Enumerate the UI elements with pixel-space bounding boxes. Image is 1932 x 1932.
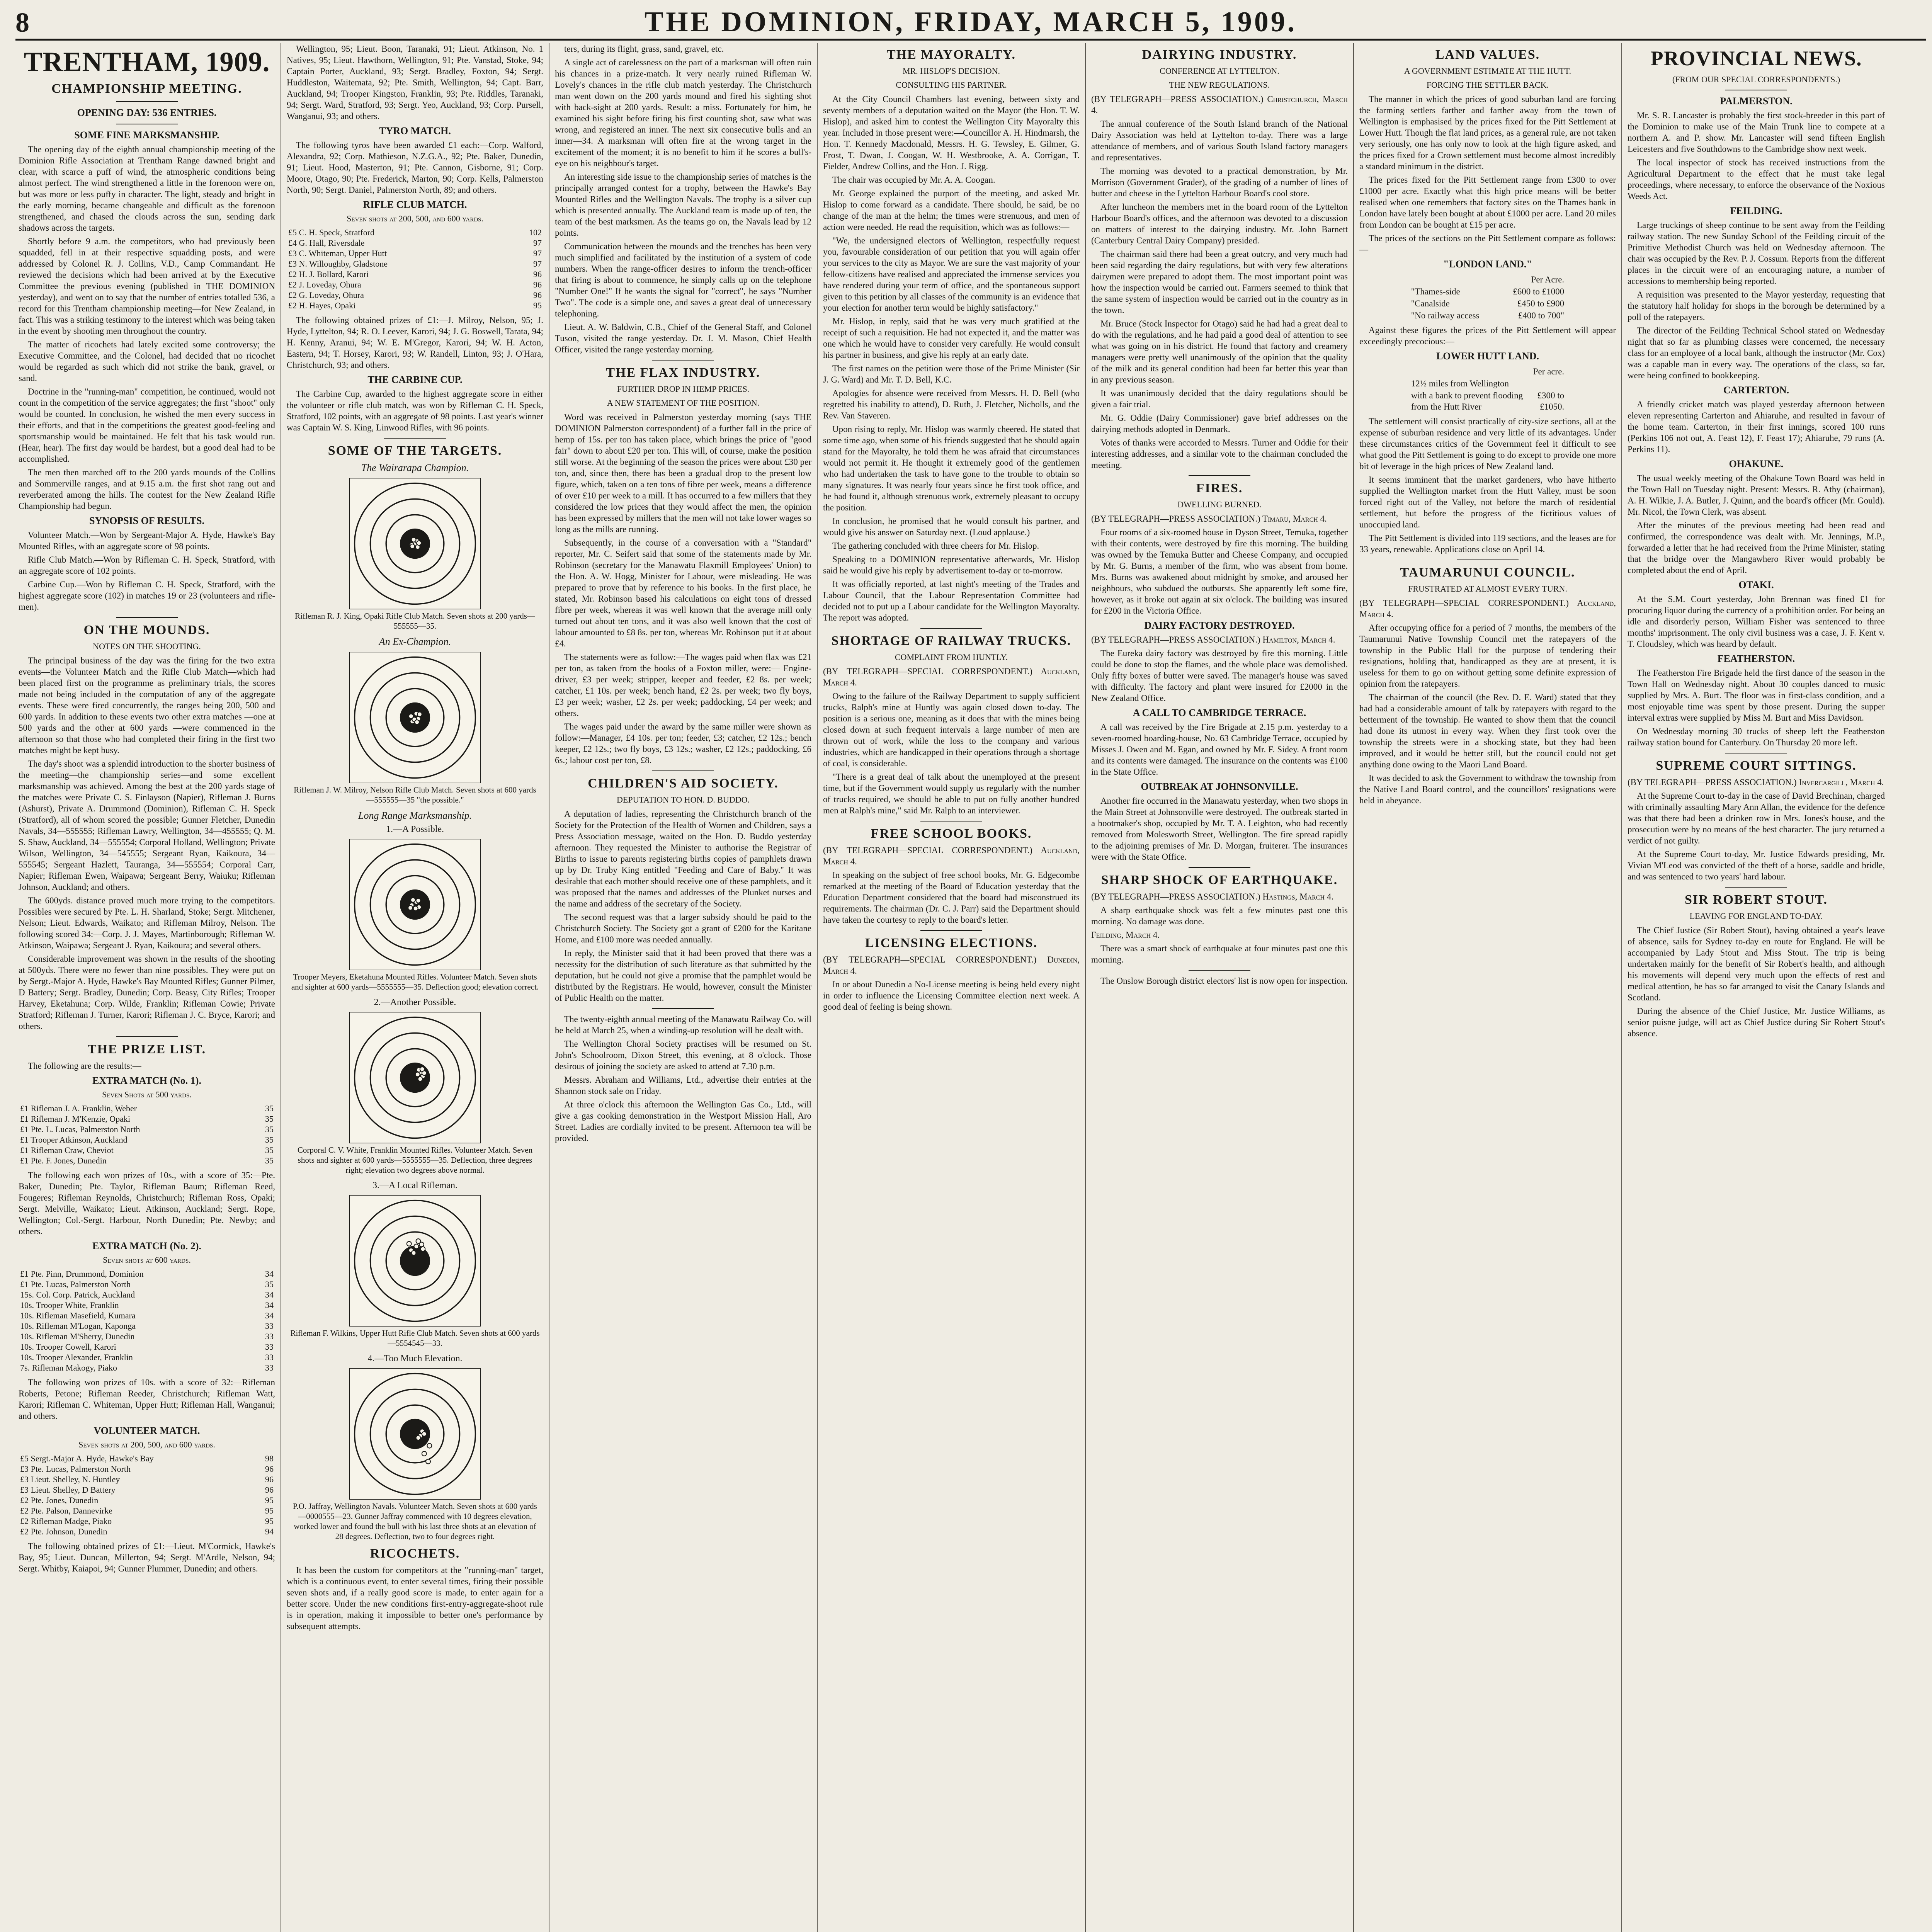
subheading: Seven shots at 200, 500, and 600 yards. xyxy=(78,1440,215,1449)
subhead-johnsonville: OUTBREAK AT JOHNSONVILLE. xyxy=(1141,781,1298,792)
shot-hole xyxy=(417,712,422,717)
shot-hole xyxy=(407,1242,412,1246)
table-row: Per Acre. xyxy=(1531,275,1565,284)
subheading: (FROM OUR SPECIAL CORRESPONDENTS.) xyxy=(1672,75,1840,84)
subheading: DEPUTATION TO HON. D. BUDDO. xyxy=(617,795,750,804)
masthead xyxy=(15,4,1926,41)
article-paragraph: At the Supreme Court to-day, Mr. Justice Edwards presiding, Mr. Vivian M'Leod was convicted of the theft of a horse, saddle and bridle, and was sentenced to two years' hard labour. xyxy=(1628,849,1885,881)
shot-hole xyxy=(415,720,419,724)
article-paragraph: The matter of ricochets had lately excited some controversy; the Executive Committee, and the Colonel, had decided that no ricochet would be regarded as such which did not strike the bank, gravel, or sand. xyxy=(19,340,275,383)
score-row: £1 Pte. L. Lucas, Palmerston North 35 xyxy=(20,1124,274,1134)
article-paragraph: The day's shoot was a splendid introduction to the shorter business of the meeting—the championship series—and some excellent marksmanship was achieved. Among the best at the 200 yards stage of the matches were Private C. S. Finlayson (Napier), Rifleman J. Burns (Ashurst), Private A. Drummond (Dominion), Rifleman C. H. Speck (Stratford), all of whom scored the possible; Gunner Fletcher, Dunedin Navals, 34—555555; Rifleman Lawry, Wellington, 34—455555; Q. M. S. Shaw, Auckland, 34—555554; Corporal Holland, Wellington; Private Wilson, Wellington, 34—545555; Sergeant Ryan, Kaikoura, 34—555545; Sergeant Hazlett, Tauranga, 34—555554; Corporal Carr, Napier; Rifleman Ewen, Waipawa; Sergeant Berry, Waiuku; Rifleman Johnson, Auckland; and others. xyxy=(19,759,275,892)
divider xyxy=(1725,887,1787,888)
column-4 xyxy=(818,43,1086,1932)
article-paragraph: Word was received in Palmerston yesterday morning (says THE DOMINION Palmerston correspondent) of a further fall in the price of hemp of 15s. per ton has taken place, which brings the price of "good fair" down to about £20 per ton. This will, of course, make the position still worse. At the beginning of the season the prices were about £30 per ton, and, since then, there has been a gradual drop to the present low figure, which, taken on a ten tons of fibre per week, means a difference of over £10 per week to a mill. It has occurred to a few millers that they considered the low prices that they would affect the men, the opinion has been expressed by millers that the men will not take lower wages so long as the mills are running. xyxy=(555,412,811,534)
shot-hole xyxy=(416,898,421,903)
article-paragraph: Subsequently, in the course of a conversation with a "Standard" reporter, Mr. C. Seifert said that some of the statements made by Mr. Robinson (secretary for the Manawatu Flaxmill Employees' Union) to the Hon. A. W. Hogg, Minister for Labour, were misleading. He was prepared to prove that by reference to his books. In the first place, he stated, Mr. Robinson based his calculations on eight tons of dressed fibre per week, whereas it was well known that the average mill only turned out about ten tons, and it was also well known that the cost of labour amounted to £8 8s. per ton, whereas Mr. Robinson put it at about £4. xyxy=(555,538,811,648)
target-diagram xyxy=(349,652,481,783)
score-row: £2 G. Loveday, Ohura 96 xyxy=(288,290,542,300)
article-paragraph: The Carbine Cup, awarded to the highest aggregate score in either the volunteer or rifle club match, was won by Rifleman C. H. Speck, Stratford, 102 points, with an aggregate of 98 points. Last year's winner was Captain W. S. King, Linwood Rifles, with 96 points. xyxy=(287,389,543,432)
target-ring xyxy=(401,890,430,919)
subheading: FURTHER DROP IN HEMP PRICES. xyxy=(617,384,750,394)
target-figure xyxy=(287,1368,543,1541)
shot-hole xyxy=(410,544,415,549)
article-paragraph: The Featherston Fire Brigade held the first dance of the season in the Town Hall on Wednesday night. About 30 couples danced to music supplied by Mrs. A. Burt. The floor was in first-class condition, and a most enjoyable time was spent by those present. During the supper interval extras were supplied by Miss M. Burt and Miss Davidson. xyxy=(1628,668,1885,723)
article-paragraph: Mr. Bruce (Stock Inspector for Otago) said he had had a great deal to do with the regulations, and he had paid a good deal of attention to see what was going on in his district. He found that factory and creamery managers were pretty well unanimously of the opinion that the quality of the milk and its general condition had been far better this year than in any previous season. xyxy=(1091,319,1348,384)
article-paragraph: Shortly before 9 a.m. the competitors, who had previously been squadded, fell in at their respective squadding posts, and were addressed by Colonel R. J. Collins, V.D., Camp Commandant. He reviewed the decisions which had been arrived at by the Executive Committee the previous evening (published in THE DOMINION yesterday), and went on to say that the number of entries totalled 536, a record for this Trentham championship meeting—for New Zealand, in fact. This was a striking testimony to the interest which was being taken in the event by shooting men throughout the country. xyxy=(19,236,275,336)
score-table-rifle-club xyxy=(287,227,543,311)
article-paragraph: At three o'clock this afternoon the Wellington Gas Co., Ltd., will give a gas cooking demonstration in the Westport Mission Hall, Aro Street. Ladies are cordially invited to be present. Afternoon tea will be provided. xyxy=(555,1100,811,1143)
score-row: £2 H. J. Bollard, Karori 96 xyxy=(288,269,542,279)
score-row: £1 Rifleman J. M'Kenzie, Opaki 35 xyxy=(20,1114,274,1124)
article-paragraph: Four rooms of a six-roomed house in Dyson Street, Temuka, together with their contents, were destroyed by fire this morning. The building was owned by the Temuka Butter and Cheese Company, and occupied by Mr. G. Burns, a member of the firm, who was absent from home. Mrs. Burns was awakened about midnight by smoke, and aroused her neighbours, who subdued the outbursts. She apparently left some fire, however, as it broke out again at six o'clock. The building was insured for £200 in the Victoria Office. xyxy=(1091,527,1348,616)
article-paragraph: The first names on the petition were those of the Prime Minister (Sir J. G. Ward) and Mr. T. D. Bell, K.C. xyxy=(823,364,1080,384)
article-paragraph: A deputation of ladies, representing the Christchurch branch of the Society for the Protection of the Health of Women and Children, says a Press Association message, waited on the Hon. D. Buddo yesterday afternoon. They requested the Minister to authorise the Registrar of Births to issue to parents registering births copies of pamphlets drawn up by Dr. Truby King entitled "Feeding and Care of Baby." It was desirable that each mother should receive one of these pamphlets, and it was proposed that the names and addresses of the Plunket nurses and the name and address of the secretary of the Society. xyxy=(555,809,811,908)
shot-hole xyxy=(418,1077,423,1081)
dateline: (BY TELEGRAPH—PRESS ASSOCIATION.) Christchurch, March 4. xyxy=(1091,94,1348,115)
target-diagram xyxy=(349,1012,481,1143)
subhead-marksmanship: SOME FINE MARKSMANSHIP. xyxy=(74,129,219,141)
table-row: "Canalside £450 to £900 xyxy=(1411,299,1565,308)
column-3 xyxy=(549,43,818,1932)
shot-hole xyxy=(416,1435,421,1440)
target-subtitle: 3.—A Local Rifleman. xyxy=(372,1180,457,1190)
subhead-opening-day: OPENING DAY: 536 ENTRIES. xyxy=(77,107,217,118)
heading-taumarunui-council: TAUMARUNUI COUNCIL. xyxy=(1400,565,1575,580)
shot-hole xyxy=(414,1244,418,1249)
divider xyxy=(652,360,714,361)
shot-hole xyxy=(417,541,421,545)
subheading: A GOVERNMENT ESTIMATE AT THE HUTT. xyxy=(1404,66,1571,76)
target-diagram xyxy=(349,1195,481,1327)
article-paragraph: It was decided to ask the Government to withdraw the township from the Native Land Board control, and the councillors' resignations were held in abeyance. xyxy=(1359,773,1616,805)
article-paragraph: It has been the custom for competitors at the "running-man" target, which is a continuous event, to enter several times, firing their possible seven shots and, if a really good score is made, to enter again for a better score. Under the new conditions first-entry-aggregate-shoot rule is in operation, making it impossible to better one's performance by subsequent attempts. xyxy=(287,1565,543,1631)
article-paragraph: After occupying office for a period of 7 months, the members of the Taumarunui Native Township Council met the ratepayers of the township in the Public Hall for the purpose of tendering their resignations, holding that, handicapped as they are at present, it is useless for them to go on without getting some definite expression of opinion from the ratepayers. xyxy=(1359,623,1616,689)
column-6 xyxy=(1354,43,1622,1932)
article-paragraph: Against these figures the prices of the Pitt Settlement will appear exceedingly precocious:— xyxy=(1359,325,1616,346)
dateline: (BY TELEGRAPH—SPECIAL CORRESPONDENT.) Auckland, March 4. xyxy=(823,667,1080,687)
article-paragraph: ters, during its flight, grass, sand, gravel, etc. xyxy=(564,44,724,54)
score-table-extra2 xyxy=(19,1269,275,1373)
target-diagram xyxy=(349,1368,481,1500)
article-paragraph: The second request was that a larger subsidy should be paid to the Christchurch Society. The Society got a grant of £200 for the Karitane Home, and £100 more was needed annually. xyxy=(555,912,811,944)
headline-trentham: TRENTHAM, 1909. xyxy=(24,46,270,77)
shot-hole xyxy=(411,898,415,902)
divider xyxy=(1189,475,1250,476)
article-paragraph: The wages paid under the award by the same miller were shown as follow:—Manager, £4 10s. per ton; feeder, £3; catcher, £2 12s.; bench keeper, £2 12s.; two fly boys, £3 12s.; washer, £2 12s.; paddocking, £6 6s.; labour cost per ton, £8. xyxy=(555,722,811,765)
shot-hole xyxy=(427,1444,432,1448)
heading-sir-robert-stout: SIR ROBERT STOUT. xyxy=(1684,893,1828,907)
heading-prize-list: THE PRIZE LIST. xyxy=(87,1042,206,1056)
article-paragraph: A friendly cricket match was played yesterday afternoon between eleven representing Carterton and Ahiaruhe, and resulted in favour of the home team. Carterton, in their first innings, scored 100 runs (Perkins 106 not out, A. Feast 12), F. Feast 17); Ahiaruhe, 79 runs (A. Perkins 11). xyxy=(1628,400,1885,454)
subheading: CONSULTING HIS PARTNER. xyxy=(896,80,1007,90)
synopsis-item: Carbine Cup.—Won by Rifleman C. H. Speck, Stratford, with the highest aggregate score (102) in matches 19 or 23 (volunteers and rifle-men). xyxy=(19,580,275,612)
heading-targets: SOME OF THE TARGETS. xyxy=(328,444,502,458)
article-paragraph: Doctrine in the "running-man" competition, he continued, would not count in the competition of the service aggregates; the first "shoot" only would be counted. In conclusion, he wished the men every success in their efforts, and that in the competitions the greatest good-feeling and sportsmanship would be maintained. He felt that his task would run. (Hear, hear). The first day would be hardest, but a good deal had to be accomplished. xyxy=(19,387,275,464)
table-row: with a bank to prevent flooding from the Hutt River £300 to £1050. xyxy=(1411,391,1565,412)
column-5 xyxy=(1086,43,1354,1932)
article-paragraph: The settlement will consist practically of city-size sections, all at the expense of suburban residence and very little of its advantages. Under these circumstances critics of the Government feel it difficult to see what good the Pitt Settlement is going to do except to provide one more bit of leverage in the high prices of New Zealand land. xyxy=(1359,417,1616,471)
heading-fires: FIRES. xyxy=(1196,481,1243,495)
subhead-rifle-club-match: RIFLE CLUB MATCH. xyxy=(363,199,467,210)
subhead-featherston: FEATHERSTON. xyxy=(1717,653,1795,664)
target-figure xyxy=(287,652,543,805)
subhead-london-land: "LONDON LAND." xyxy=(1443,259,1532,270)
article-paragraph: The prices of the sections on the Pitt Settlement compare as follows:— xyxy=(1359,233,1616,254)
article-paragraph: Communication between the mounds and the trenches has been very much simplified and facilitated by the institution of a system of code numbers. When the range-officer desires to inform the trench-officer that firing is about to commence, he simply calls up on the telephone "Number One!" If he wants the signal for "correct", he says "Number Two". The code is a simple one, and saves a great deal of unnecessary telephoning. xyxy=(555,242,811,318)
dateline: (BY TELEGRAPH—PRESS ASSOCIATION.) Hamilton, March 4. xyxy=(1091,635,1335,645)
score-row: £3 Lieut. Shelley, N. Huntley 96 xyxy=(20,1475,274,1484)
article-paragraph: After luncheon the members met in the board room of the Lyttelton Harbour Board's offices, and the afternoon was devoted to a discussion on matters of interest to the dairying industry. Mr. John Barnett (Canterbury Central Dairy Company) presided. xyxy=(1091,202,1348,245)
subheading: CONFERENCE AT LYTTELTON. xyxy=(1160,66,1279,76)
subhead-otaki: OTAKI. xyxy=(1738,579,1774,590)
subheading: Seven shots at 600 yards. xyxy=(103,1255,191,1265)
subhead-palmerston: PALMERSTON. xyxy=(1720,95,1793,107)
article-paragraph: The Eureka dairy factory was destroyed by fire this morning. Little could be done to stop the flames, and the whole place was demolished. Only fifty boxes of butter were saved. The manager's house was saved with difficulty. The factory and plant were insured for £2000 in the New Zealand Office. xyxy=(1091,648,1348,703)
heading-dairying-industry: DAIRYING INDUSTRY. xyxy=(1142,48,1297,62)
score-row: £1 Pte. Pinn, Drummond, Dominion 34 xyxy=(20,1269,274,1279)
target-caption: Trooper Meyers, Eketahuna Mounted Rifles. Volunteer Match. Seven shots and sighter at 600 yards—5555555—35. Deflection good; elevation correct. xyxy=(291,972,539,992)
article-paragraph: The director of the Feilding Technical School stated on Wednesday night that so far as plumbing classes were concerned, the necessary class for an employee of a local bank, although the instructor (Mr. Cox) was a capable man in every way. The operations of the class, so far, were being confined to bookkeeping. xyxy=(1628,326,1885,380)
article-paragraph: Considerable improvement was shown in the results of the shooting at 500yds. There were no fewer than nine possibles. They were put on by Sergt.-Major A. Hyde, Hawke's Bay Mounted Rifles; Gunner Pilmer, D Battery; Sergt. Bradley, Dunedin; Corp. Beasy, City Rifles; Trooper Harvey, Eketahuna; Corp. Wilde, Franklin; Rifleman Cowie; Private Stratford; Rifleman J. Turner, Karori; Rifleman J. C. Bryce, Karori; and others. xyxy=(19,954,275,1031)
dateline: Feilding, March 4. xyxy=(1091,930,1160,940)
subheading: DWELLING BURNED. xyxy=(1177,500,1262,509)
article-paragraph: Messrs. Abraham and Williams, Ltd., advertise their entries at the Shannon stock sale on Friday. xyxy=(555,1075,811,1096)
article-paragraph: In conclusion, he promised that he would consult his partner, and would give his answer on Saturday next. (Loud applause.) xyxy=(823,516,1080,537)
article-paragraph: The gathering concluded with three cheers for Mr. Hislop. xyxy=(832,541,1039,551)
article-paragraph: The manner in which the prices of good suburban land are forcing the farming settlers farther and farther away from the town of Wellington is emphasised by the prices fixed for the Pitt Settlement at Lower Hutt. Though the flat land prices, as a general rule, are not taken very seriously, one has only now to look at the high figure asked, and the prices fixed for a Crown settlement must become almost incredibly a standard minimum in the district. xyxy=(1359,94,1616,171)
target-figure xyxy=(287,839,543,992)
article-paragraph: Large truckings of sheep continue to be sent away from the Feilding railway station. The new Sunday School of the Feilding circuit of the Primitive Methodist Church was held on Wednesday afternoon. The chair was occupied by the Rev. P. J. Cossum. Reports from the different places in the circuit were of an encouraging nature, a number of accessions to membership being reported. xyxy=(1628,220,1885,286)
column-7 xyxy=(1622,43,1890,1932)
article-paragraph: The following won prizes of 10s. with a score of 32:—Rifleman Roberts, Petone; Rifleman Reeder, Christchurch; Rifleman Watt, Karori; Rifleman C. Whiteman, Upper Hutt; Rifleman Hall, Wanganui; and others. xyxy=(19,1378,275,1421)
article-paragraph: There was a smart shock of earthquake at four minutes past one this morning. xyxy=(1091,944,1348,964)
article-paragraph: The chair was occupied by Mr. A. A. Coogan. xyxy=(832,175,995,185)
score-row: £1 Pte. F. Jones, Dunedin 35 xyxy=(20,1156,274,1165)
target-title: An Ex-Champion. xyxy=(379,636,451,647)
subhead-ohakune: OHAKUNE. xyxy=(1729,458,1784,469)
article-paragraph: After the minutes of the previous meeting had been read and confirmed, the correspondence was dealt with. Mr. Jennings, M.P., forwarded a letter that he had received from the Prime Minister, stating that the bridge over the Mangawhero River would probably be completed about the end of April. xyxy=(1628,520,1885,575)
subhead-feilding: FEILDING. xyxy=(1730,205,1782,216)
article-paragraph: The men then marched off to the 200 yards mounds of the Collins and Sommerville ranges, and at 9.15 a.m. the first shot rang out and reverberated among the hills. The contest for the New Zealand Rifle Championship had begun. xyxy=(19,468,275,511)
article-paragraph: The following obtained prizes of £1:—J. Milroy, Nelson, 95; J. Hyde, Lyttelton, 94; R. O. Leever, Karori, 94; J. G. Boswell, Tarata, 94; H. Kenny, Aranui, 94; W. E. M'Gregor, Karori, 94; W. H. Acton, Eastern, 94; T. Horsey, Karori, 93; W. Randell, Linton, 93; J. O'Hara, Christchurch, 93; and others. xyxy=(287,315,543,370)
subheading: A NEW STATEMENT OF THE POSITION. xyxy=(607,398,760,408)
target-subtitle: 1.—A Possible. xyxy=(386,824,444,834)
article-paragraph: Wellington, 95; Lieut. Boon, Taranaki, 91; Lieut. Atkinson, No. 1 Natives, 95; Lieut. Hawthorn, Wellington, 91; Pte. Vanstad, Stoke, 94; Captain Porter, Auckland, 93; Sergt. Bradley, Foxton, 94; Sergt. Huddleston, Waitemata, 92; Pte. Smith, Wellington, 94; Capt. Barr, Auckland, 94; Trooper Kingston, Franklin, 93; Pte. Riddles, Taranaki, 94; Sergt. Ward, Stratford, 93; Sergt. Yeo, Auckland, 93; Corp. Pursell, Wanganui, 93; and others. xyxy=(287,44,543,121)
score-row: 10s. Trooper Alexander, Franklin 33 xyxy=(20,1352,274,1362)
london-land-table xyxy=(1411,274,1565,321)
article-paragraph: The Onslow Borough district electors' list is now open for inspection. xyxy=(1100,976,1348,986)
heading-supreme-court: SUPREME COURT SITTINGS. xyxy=(1656,759,1857,773)
score-row: 7s. Rifleman Makogy, Piako 33 xyxy=(20,1363,274,1372)
table-row: "Thames-side £600 to £1000 xyxy=(1411,287,1565,296)
subhead-extra-match-1: EXTRA MATCH (No. 1). xyxy=(92,1075,201,1086)
heading-licensing-elections: LICENSING ELECTIONS. xyxy=(865,936,1038,950)
article-paragraph: An interesting side issue to the championship series of matches is the principally arranged contest for a trophy, between the Hawke's Bay Mounted Rifles and the Wellington Navals. The trophy is a silver cup which is presented annually. The Auckland team is made up of ten, the team of the best marksmen. As the teams go on, the Navals lead by 12 points. xyxy=(555,172,811,238)
subhead-carbine-cup: THE CARBINE CUP. xyxy=(367,374,463,385)
article-paragraph: Another fire occurred in the Manawatu yesterday, when two shops in the Main Street at Johnsonville were destroyed. The outbreak started in a bootmaker's shop, occupied by Mr. T. A. Leighton, who had recently removed from Molesworth Street, Wellington. The fire spread rapidly to the adjoining premises of Mr. D. Morgan, fruiterer. The insurances were with the State Office. xyxy=(1091,796,1348,862)
score-row: £2 J. Loveday, Ohura 96 xyxy=(288,280,542,289)
article-paragraph: It was unanimously decided that the dairy regulations should be given a fair trial. xyxy=(1091,388,1348,409)
article-paragraph: Speaking to a DOMINION representative afterwards, Mr. Hislop said he would give his reply by advertisement to-day or to-morrow. xyxy=(823,554,1080,575)
article-paragraph: The Wellington Choral Society practises will be resumed on St. John's Schoolroom, Dixon Street, this evening, at 8 o'clock. Those desirous of joining the society are asked to attend at 7.30 p.m. xyxy=(555,1039,811,1071)
article-paragraph: Upon rising to reply, Mr. Hislop was warmly cheered. He stated that some time ago, when some of his friends suggested that he should again stand for the Mayoralty, he told them he was afraid that circumstances would not permit it. He thought it extremely good of the gentlemen who had undertaken the task to have gone to the trouble to obtain so many signatures. It was nearly four years since he first took office, and he had found it, although strenuous work, extremely pleasant to occupy the position. xyxy=(823,424,1080,512)
score-row: £1 Pte. Lucas, Palmerston North 35 xyxy=(20,1279,274,1289)
article-paragraph: Votes of thanks were accorded to Messrs. Turner and Oddie for their interesting addresses, and a similar vote to the chairman concluded the meeting. xyxy=(1091,438,1348,470)
table-row: "No railway access £400 to 700" xyxy=(1411,311,1565,320)
shot-hole xyxy=(426,1459,430,1464)
article-paragraph: At the Supreme Court to-day in the case of David Brechinan, charged with criminally assaulting Mary Ann Allan, the evidence for the defence was that there had been a drinken row in Mrs. Jones's house, and the prosecution were by no means of the best character. The jury returned a verdict of not guilty. xyxy=(1628,791,1885,845)
article-paragraph: Owing to the failure of the Railway Department to supply sufficient trucks, Ralph's mine at Huntly was again closed down to-day. The position is a serious one, meaning as it does that with the mines being closed down at such frequent intervals a large number of men are thrown out of work, while the loss to the company and various industries, which are handicapped in their operations through a shortage of coal, is considerable. xyxy=(823,691,1080,768)
subheading: LEAVING FOR ENGLAND TO-DAY. xyxy=(1689,911,1823,921)
target-figure xyxy=(287,1195,543,1348)
subheading: THE NEW REGULATIONS. xyxy=(1169,80,1270,90)
article-paragraph: Lieut. A. W. Baldwin, C.B., Chief of the General Staff, and Colonel Tuson, visited the range yesterday. Dr. J. M. Mason, Chief Health Officer, visited the range yesterday morning. xyxy=(555,322,811,354)
heading-flax-industry: THE FLAX INDUSTRY. xyxy=(606,366,760,380)
score-row: £2 Rifleman Madge, Piako 95 xyxy=(20,1516,274,1526)
shot-hole xyxy=(422,1432,427,1436)
score-row: £3 C. Whiteman, Upper Hutt 97 xyxy=(288,248,542,258)
target-caption: Rifleman R. J. King, Opaki Rifle Club Match. Seven shots at 200 yards—555555—35. xyxy=(295,611,535,631)
heading-provincial-news: PROVINCIAL NEWS. xyxy=(1650,47,1862,70)
article-paragraph: The following are the results:— xyxy=(28,1061,141,1071)
target-diagram xyxy=(349,478,481,609)
score-row: £2 H. Hayes, Opaki 95 xyxy=(288,301,542,310)
target-figure xyxy=(287,1012,543,1175)
article-paragraph: Mr. Hislop, in reply, said that he was very much gratified at the receipt of such a requisition. He had not expected it, and the matter was one which he would have to consider very carefully. He would consult his partner in business, and give his reply at an early date. xyxy=(823,316,1080,360)
score-table-extra1 xyxy=(19,1103,275,1166)
article-paragraph: It was officially reported, at last night's meeting of the Trades and Labour Council, that the Labour Representation Committee had decided not to put up a Labour candidate for the Wellington Mayoralty. The report was adopted. xyxy=(823,579,1080,622)
target-diagram xyxy=(349,839,481,970)
article-paragraph: The chairman of the council (the Rev. D. E. Ward) stated that they had had a considerable amount of talk by ratepayers with regard to the betterment of the township. He wanted to show them that the council had done its utmost in every way. When they first took over the township the streets were in a shocking state, but they had been improved, and it would be better still, but the council could not get anything done owing to the Maori Land Board. xyxy=(1359,692,1616,769)
score-row: £2 Pte. Jones, Dunedin 95 xyxy=(20,1495,274,1505)
synopsis-item: Rifle Club Match.—Won by Rifleman C. H. Speck, Stratford, with an aggregate score of 102 points. xyxy=(19,555,275,576)
article-paragraph: Mr. G. Oddie (Dairy Commissioner) gave brief addresses on the dairying methods adopted in Denmark. xyxy=(1091,413,1348,434)
subheading: FORCING THE SETTLER BACK. xyxy=(1426,80,1549,90)
subhead-lower-hutt-land: LOWER HUTT LAND. xyxy=(1436,350,1539,362)
divider xyxy=(920,930,982,931)
columns xyxy=(13,43,1930,1932)
score-row: 10s. Trooper Cowell, Karori 33 xyxy=(20,1342,274,1352)
heading-free-school-books: FREE SCHOOL BOOKS. xyxy=(871,827,1032,841)
dateline: (BY TELEGRAPH—PRESS ASSOCIATION.) Timaru, March 4. xyxy=(1091,514,1327,524)
shot-hole xyxy=(408,906,413,910)
column-2 xyxy=(281,43,549,1932)
dateline: (BY TELEGRAPH—SPECIAL CORRESPONDENT.) Auckland, March 4. xyxy=(823,845,1080,866)
article-paragraph: The morning was devoted to a practical demonstration, by Mr. Morrison (Government Grader), of the grading of a number of lines of butter and cheese in the Lyttelton Harbour Board's cool store. xyxy=(1091,166,1348,198)
divider xyxy=(116,101,178,102)
article-paragraph: The following each won prizes of 10s., with a score of 35:—Pte. Baker, Dunedin; Pte. Taylor, Rifleman Baum; Rifleman Reed, Fougeres; Rifleman Reynolds, Christchurch; Rifleman Ross, Opaki; Sergt. Melville, Waikato; Lieut. Atkinson, Auckland; Sergt. Rope, Wellington; Col.-Sergt. Harbour, North Dunedin; Pte. Newby; and others. xyxy=(19,1170,275,1236)
divider xyxy=(652,1008,714,1009)
subhead-volunteer-match: VOLUNTEER MATCH. xyxy=(94,1425,200,1436)
article-paragraph: The principal business of the day was the firing for the two extra events—the Volunteer Match and the Rifle Club Match—which had been placed first on the programme as preliminary trials, the scores made not being included in the computation of any of the aggregate events. These were fired concurrently, the ranges being 200, 500 and 600 yards. In addition to these events two other extra matches —one at 500 yards and the other at 600 yards —were commenced in the afternoon so that those who had completed their firing in the first two matches might be kept busy. xyxy=(19,656,275,755)
score-row: £3 Lieut. Shelley, D Battery 96 xyxy=(20,1485,274,1495)
article-paragraph: On Wednesday morning 30 trucks of sheep left the Featherston railway station bound for Canterbury. On Thursday 20 more left. xyxy=(1628,726,1885,747)
divider xyxy=(384,438,446,439)
target-subtitle: 2.—Another Possible. xyxy=(374,997,456,1007)
score-row: £5 Sergt.-Major A. Hyde, Hawke's Bay 98 xyxy=(20,1454,274,1463)
subhead-extra-match-2: EXTRA MATCH (No. 2). xyxy=(92,1240,201,1252)
article-paragraph: The annual conference of the South Island branch of the National Dairy Association was held at Lyttelton to-day. There was a large attendance of members, and of various South Island factory managers and representatives. xyxy=(1091,119,1348,162)
divider xyxy=(920,628,982,629)
score-row: £3 N. Willoughby, Gladstone 97 xyxy=(288,259,542,269)
score-row: 15s. Col. Corp. Patrick, Auckland 34 xyxy=(20,1290,274,1299)
dateline: (BY TELEGRAPH—SPECIAL CORRESPONDENT.) Dunedin, March 4. xyxy=(823,955,1080,976)
lower-hutt-table xyxy=(1411,366,1565,413)
dateline: (BY TELEGRAPH—PRESS ASSOCIATION.) Invercargill, March 4. xyxy=(1628,777,1884,787)
subheading: Seven shots at 200, 500, and 600 yards. xyxy=(347,214,483,223)
score-row: £2 Pte. Palson, Dannevirke 95 xyxy=(20,1506,274,1515)
page-number: 8 xyxy=(15,7,29,38)
heading-earthquake: SHARP SHOCK OF EARTHQUAKE. xyxy=(1101,873,1338,887)
shot-hole xyxy=(412,1251,416,1255)
subheading: NOTES ON THE SHOOTING. xyxy=(93,641,201,651)
article-paragraph: Mr. George explained the purport of the meeting, and asked Mr. Hislop to come forward as a candidate. There should, he said, be no change of the man at the helm; the times were strenuous, and men of action were needed. He read the requisition, which was as follows:— xyxy=(823,189,1080,232)
article-paragraph: A requisition was presented to the Mayor yesterday, requesting that the statutory half holiday for shops in the borough be determined by a poll of the ratepayers. xyxy=(1628,290,1885,322)
article-paragraph: It seems imminent that the market gardeners, who have hitherto supplied the Wellington market from the Hutt Valley, must be soon forced right out of the Valley, not before the march of residential settlement, but before the progress of the fictitious values of unoccupied land. xyxy=(1359,475,1616,529)
article-paragraph: The prices fixed for the Pitt Settlement range from £300 to over £1000 per acre. Exactly what this high price means will be better realised when one remembers that factory sites on the Thames bank in London have lately been bought at about £1000 per acre. Land 20 miles from London can be bought at £15 per acre. xyxy=(1359,175,1616,230)
article-paragraph: The opening day of the eighth annual championship meeting of the Dominion Rifle Association at Trentham Range dawned bright and clear, with scarce a puff of wind, the atmospheric conditions being almost perfect. The wind strengthened a little in the forenoon were on, but was more or less puffy in character. The light, steady and bright in the early morning, became changeable and difficult as the forenoon strengthened, and chased the clouds across the sun, sending dark shadows across the targets. xyxy=(19,145,275,233)
article-paragraph: A sharp earthquake shock was felt a few minutes past one this morning. No damage was done. xyxy=(1091,905,1348,926)
article-paragraph: "There is a great deal of talk about the unemployed at the present time, but if the Government would supply us regularly with the number of trucks required, we should be able to put on fully another hundred men at Ralph's mine," said Mr. Ralph to an interviewer. xyxy=(823,772,1080,815)
score-table-volunteer xyxy=(19,1453,275,1537)
dateline: (BY TELEGRAPH—SPECIAL CORRESPONDENT.) Auckland, March 4. xyxy=(1359,598,1616,619)
divider xyxy=(116,1036,178,1037)
score-row: £1 Rifleman Craw, Cheviot 35 xyxy=(20,1145,274,1155)
article-paragraph: The usual weekly meeting of the Ohakune Town Board was held in the Town Hall on Tuesday night. Present: Messrs. R. Athy (chairman), A. H. Wilkie, J. A. Butler, J. Quinn, and the board's officer (Mr. Gould). Mr. Nicol, the Town Clerk, was absent. xyxy=(1628,473,1885,517)
subhead-tyro-match: TYRO MATCH. xyxy=(379,125,451,136)
score-row: £4 G. Hall, Riversdale 97 xyxy=(288,238,542,248)
article-paragraph: In or about Dunedin a No-License meeting is being held every night in order to influence the Licensing Committee election next week. A good deal of feeling is being shown. xyxy=(823,980,1080,1012)
article-paragraph: During the absence of the Chief Justice, Mr. Justice Williams, as senior puisne judge, will act as Chief Justice during Sir Robert Stout's absence. xyxy=(1628,1006,1885,1038)
target-caption: Rifleman J. W. Milroy, Nelson Rifle Club Match. Seven shots at 600 yards—555555—35 "the possible." xyxy=(294,785,536,804)
article-paragraph: A call was received by the Fire Brigade at 2.15 p.m. yesterday to a seven-roomed boarding-house, No. 63 Cambridge Terrace, occupied by Misses J. Owen and M. Egan, and owned by Mr. F. Sidey. A front room and its contents were damaged. The insurance on the contents was £100 in the State Office. xyxy=(1091,722,1348,777)
score-row: £2 Pte. Johnson, Dunedin 94 xyxy=(20,1527,274,1536)
article-paragraph: The Pitt Settlement is divided into 119 sections, and the leases are for 33 years, renewable. Applications close on April 14. xyxy=(1359,533,1616,554)
score-row: £1 Rifleman J. A. Franklin, Weber 35 xyxy=(20,1104,274,1113)
article-paragraph: The chairman said there had been a great outcry, and very much had been said regarding the dairy regulations, but with very few alterations dairymen were prepared to adopt them. The most important point was how the inspection would be carried out. Farmers seemed to think that the same system of inspection would be carried out in the country as in the town. xyxy=(1091,249,1348,315)
subheading: COMPLAINT FROM HUNTLY. xyxy=(895,652,1008,662)
target-title: The Wairarapa Champion. xyxy=(361,462,469,473)
heading-land-values: LAND VALUES. xyxy=(1435,48,1540,62)
target-caption: P.O. Jaffray, Wellington Navals. Volunteer Match. Seven shots at 600 yards—0000555—23. Gunner Jaffray commenced with 10 degrees elevation, worked lower and found the bull with his last three shots at an elevation of 28 degrees. Deflection, two to four degrees right. xyxy=(293,1502,537,1541)
heading-ricochets: RICOCHETS. xyxy=(370,1546,460,1561)
heading-railway-trucks: SHORTAGE OF RAILWAY TRUCKS. xyxy=(831,634,1071,648)
table-row: Per acre. xyxy=(1533,367,1565,376)
article-paragraph: In reply, the Minister said that it had been proved that there was a necessity for the distribution of such literature as that submitted by the deputation, but he could not give a promise that the pamphlet would be distributed by the Registrars. He would, however, consult the Minister of Public Health on the matter. xyxy=(555,948,811,1003)
heading-on-the-mounds: ON THE MOUNDS. xyxy=(83,623,210,637)
shot-hole xyxy=(413,906,418,911)
article-paragraph: The following tyros have been awarded £1 each:—Corp. Walford, Alexandra, 92; Corp. Mathieson, N.Z.G.A., 92; Pte. Baker, Dunedin, 91; Lieut. Hood, Masterton, 91; Pte. Cannon, Gisborne, 91; Corp. Moore, Otago, 90; Pte. Frederick, Marton, 90; Corp. Kells, Palmerston North, 90; Sergt. Daniel, Palmerston North, 89; and others. xyxy=(287,140,543,195)
subheading: Seven Shots at 500 yards. xyxy=(102,1090,192,1099)
heading-childrens-aid: CHILDREN'S AID SOCIETY. xyxy=(588,776,779,791)
article-paragraph: Apologies for absence were received from Messrs. H. D. Bell (who regretted his inability to attend), D. Ruth, J. Fletcher, Nicholls, and the Rev. Van Staveren. xyxy=(823,388,1080,420)
divider xyxy=(116,617,178,618)
article-paragraph: "We, the undersigned electors of Wellington, respectfully request you, favourable consideration of our petition that you will again offer your services to the city as Mayor. We are sure the vast majority of your fellow-citizens have realised and appreciated the immense services you have rendered during your term of office, and the spontaneous support given to this petition by all classes of the community is an evidence that your election for another term would be highly satisfactory." xyxy=(823,236,1080,313)
article-paragraph: A single act of carelessness on the part of a marksman will often ruin his chances in a prize-match. It very nearly ruined Rifleman W. Lovely's chances in the rifle club match yesterday. The Christchurch man went down on the 200 yards mound and fired his sighting shot with back-sight at 200 yards. Result: a miss. Fortunately for him, he examined his sight before firing his first counting shot, saw what was wrong, and registered an inner. The next six consecutive bulls and an inner—34. A marksman will often fire at the wrong target in the excitement of the moment; it is no benefit to him if he scores a bull's-eye on his neighbour's target. xyxy=(555,58,811,168)
subheading: MR. HISLOP'S DECISION. xyxy=(902,66,1000,76)
shot-hole xyxy=(416,1239,421,1243)
shot-hole xyxy=(412,537,416,542)
article-paragraph: The local inspector of stock has received instructions from the Agricultural Department to the effect that he must take legal proceedings, where necessary, to enforce the observance of the Noxious Weeds Act. xyxy=(1628,158,1885,201)
divider xyxy=(652,770,714,771)
subhead-dairy-factory: DAIRY FACTORY DESTROYED. xyxy=(1144,620,1295,631)
target-caption: Rifleman F. Wilkins, Upper Hutt Rifle Club Match. Seven shots at 600 yards—5554545—33. xyxy=(290,1328,540,1348)
target-subtitle: 4.—Too Much Elevation. xyxy=(367,1354,463,1364)
score-row: 10s. Rifleman Masefield, Kumara 34 xyxy=(20,1311,274,1320)
divider xyxy=(1189,970,1250,971)
score-row: £1 Trooper Atkinson, Auckland 35 xyxy=(20,1135,274,1145)
subhead-championship: CHAMPIONSHIP MEETING. xyxy=(51,82,242,96)
article-paragraph: At the City Council Chambers last evening, between sixty and seventy members of a deputation waited on the Mayor (the Hon. T. W. Hislop), and asked him to contest the Wellington City Mayoralty this year. Included in those present were:—Councillor A. H. Hindmarsh, the Hon. T. Kennedy Macdonald, Messrs. H. G. Tewsley, E. Gilmer, G. Frost, T. Dwan, J. Coogan, W. H. Westbrooke, A. A. Corrigan, T. Fielder, Andrew Collins, and the Hon. J. Rigg. xyxy=(823,94,1080,171)
target-figure xyxy=(287,478,543,631)
article-paragraph: The Chief Justice (Sir Robert Stout), having obtained a year's leave of absence, sails for Sydney to-day en route for England. He will be accompanied by Lady Stout and Miss Stout. The trip is being undertaken mainly for the benefit of Sir Robert's health, and although his movements will depend very much upon the effects of rest and medical attention, he has so far arranged to visit the Canary Islands and Scotland. xyxy=(1628,925,1885,1002)
score-row: £5 C. H. Speck, Stratford 102 xyxy=(288,228,542,237)
table-row: 12½ miles from Wellington xyxy=(1411,379,1509,388)
score-row: £3 Pte. Lucas, Palmerston North 96 xyxy=(20,1464,274,1474)
shot-hole xyxy=(420,1247,425,1251)
synopsis-item: Volunteer Match.—Won by Sergeant-Major A. Hyde, Hawke's Bay Mounted Rifles, with an aggregate score of 98 points. xyxy=(19,530,275,551)
score-row: 10s. Trooper White, Franklin 34 xyxy=(20,1300,274,1310)
article-paragraph: Mr. S. R. Lancaster is probably the first stock-breeder in this part of the Dominion to make use of the Main Trunk line to compete at a northern A. and P. show. Mr. Lancaster will send fifteen English Leicesters and five Southdowns to the Cambridge show next week. xyxy=(1628,111,1885,154)
subhead-cambridge-terrace: A CALL TO CAMBRIDGE TERRACE. xyxy=(1133,707,1306,718)
score-row: 10s. Rifleman M'Logan, Kaponga 33 xyxy=(20,1321,274,1331)
article-paragraph: The 600yds. distance proved much more trying to the competitors. Possibles were secured by Pte. L. H. Sharland, Stoke; Sergt. Mitchener, Nelson; Lieut. Edwards, Waikato; and Rifleman Milroy, Nelson. The following scored 34:—Corp. J. J. Mayes, Martinborough; Rifleman W. Atkinson, Waipawa; Sergeant J. Ryan, Kaikoura; and several others. xyxy=(19,896,275,950)
subheading: FRUSTRATED AT ALMOST EVERY TURN. xyxy=(1408,584,1567,594)
column-1 xyxy=(13,43,281,1932)
subhead-carterton: CARTERTON. xyxy=(1723,384,1789,396)
article-paragraph: The statements were as follow:—The wages paid when flax was £21 per ton, as taken from the books of a Foxton miller, were:— Engine-driver, £3 per week; stripper, keeper and feeder, £2 8s. per week; catcher, £1 10s. per week; bench hand, £2 2s. per week; two fly boys, £3 per week; washer, £2 2s. per week; paddocking, £4 per week; and others. xyxy=(555,652,811,718)
subhead-synopsis: SYNOPSIS OF RESULTS. xyxy=(89,515,204,526)
article-paragraph: At the S.M. Court yesterday, John Brennan was fined £1 for procuring liquor during the currency of a prohibition order. For being an idle and disorderly person, William Fisher was sentenced to three months' imprisonment. The only civil business was a case, J. F. Kent v. T. Cloudsley, which was heard by default. xyxy=(1628,594,1885,649)
heading-mayoralty: THE MAYORALTY. xyxy=(886,48,1016,62)
article-paragraph: The following obtained prizes of £1:—Lieut. M'Cormick, Hawke's Bay, 95; Lieut. Duncan, Millerton, 94; Sergt. M'Ardle, Nelson, 94; Sergt. Whitby, Kaiapoi, 94; Gunner Plummer, Dunedin; and others. xyxy=(19,1541,275,1573)
article-paragraph: In speaking on the subject of free school books, Mr. G. Edgecombe remarked at the meeting of the Board of Education yesterday that the Education Department considered that the board had misconstrued its requirements. The chairman (Dr. C. J. Parr) said the Department should have taken the courtesy to reply to the board's letter. xyxy=(823,870,1080,925)
score-row: 10s. Rifleman M'Sherry, Dunedin 33 xyxy=(20,1332,274,1341)
shot-hole xyxy=(420,1067,425,1071)
dateline: (BY TELEGRAPH—PRESS ASSOCIATION.) Hastings, March 4. xyxy=(1091,892,1334,901)
shot-hole xyxy=(422,1451,427,1456)
shot-hole xyxy=(415,1072,420,1077)
article-paragraph: The twenty-eighth annual meeting of the Manawatu Railway Co. will be held at March 25, when a winding-up resolution will be dealt with. xyxy=(555,1014,812,1035)
divider xyxy=(1189,867,1250,868)
newspaper-title: THE DOMINION, FRIDAY, MARCH 5, 1909. xyxy=(644,6,1297,38)
target-title: Long Range Marksmanship. xyxy=(358,810,472,821)
target-caption: Corporal C. V. White, Franklin Mounted Rifles. Volunteer Match. Seven shots and sighter at 600 yards—5555555—35. Deflection, three degrees right; elevation two degrees above normal. xyxy=(297,1145,533,1175)
